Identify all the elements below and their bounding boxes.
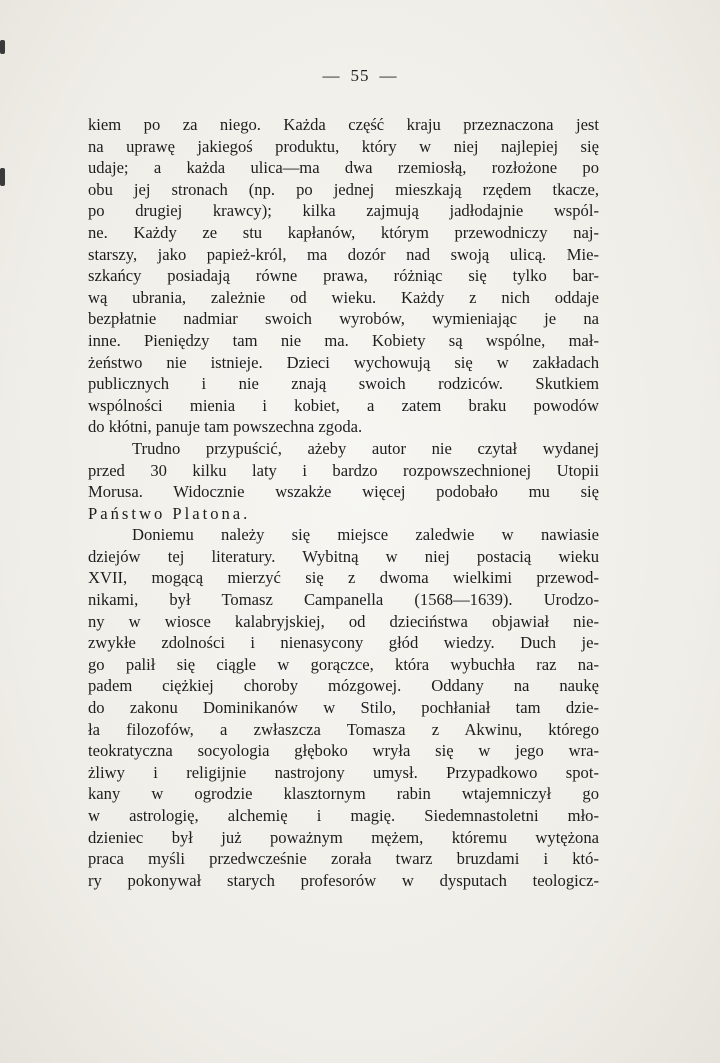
text-line: do zakonu Dominikanów w Stilo, pochłaniał tam dzie- — [88, 698, 599, 718]
text-line: ne. Każdy ze stu kapłanów, którym przewodniczy naj- — [88, 222, 599, 242]
text-line: bezpłatnie nadmiar swoich wyrobów, wymieniając je na — [88, 309, 599, 329]
text-line: ry pokonywał starych profesorów w dysputach teologicz- — [88, 870, 599, 890]
text-line: publicznych i nie znają swoich rodziców. Skutkiem — [88, 374, 599, 394]
text-line: Państwo Platona. — [88, 503, 251, 523]
text-line: praca myśli przedwcześnie zorała twarz bruzdami i któ- — [88, 849, 599, 869]
text-line: w astrologię, alchemię i magię. Siedemnastoletni mło- — [88, 806, 599, 825]
text-line: starszy, jako papież-król, ma dozór nad swoją ulicą. Mie- — [88, 244, 599, 264]
body-text — [88, 114, 599, 891]
page-edge-mark — [0, 168, 5, 186]
text-line: Morusa. Widocznie wszakże więcej podobało mu się — [88, 482, 599, 502]
text-line: ny w wiosce kalabryjskiej, od dzieciństwa objawiał nie- — [88, 611, 599, 631]
page-number-dash-left: — — [322, 66, 341, 85]
text-line: przed 30 kilku laty i bardzo rozpowszechnionej Utopii — [88, 460, 599, 480]
text-line: Trudno przypuścić, ażeby autor nie czytał wydanej — [132, 438, 599, 458]
text-line: XVII, mogącą mierzyć się z dwoma wielkimi przewod- — [88, 568, 599, 588]
text-line: dzieniec był już poważnym mężem, któremu wytężona — [88, 827, 599, 847]
text-line: po drugiej krawcy); kilka zajmują jadłodajnie wspól- — [88, 201, 599, 221]
text-line: żeństwo nie istnieje. Dzieci wychowują się w zakładach — [88, 352, 599, 372]
text-line: wą ubrania, zależnie od wieku. Każdy z nich oddaje — [88, 287, 599, 307]
text-line: udaje; a każda ulica—ma dwa rzemiosłą, rozłożone po — [88, 158, 599, 178]
text-line: go palił się ciągle w gorączce, która wybuchła raz na- — [88, 654, 599, 674]
page-edge-mark — [0, 40, 5, 54]
text-line: zwykłe zdolności i nienasycony głód wiedzy. Duch je- — [88, 633, 599, 653]
page-number: 55 — [350, 66, 370, 85]
text-line: do kłótni, panuje tam powszechna zgoda. — [88, 417, 363, 437]
page-header — [0, 66, 720, 86]
text-line: kiem po za niego. Każda część kraju przeznaczona jest — [88, 115, 599, 134]
text-line: obu jej stronach (np. po jednej mieszkają rzędem tkacze, — [88, 179, 599, 199]
text-line: ła filozofów, a zwłaszcza Tomasza z Akwinu, którego — [88, 719, 599, 739]
text-line: dziejów tej literatury. Wybitną w niej postacią wieku — [88, 546, 599, 566]
text-line: teokratyczna socyologia głęboko wryła się w jego wra- — [88, 741, 599, 761]
text-line: Doniemu należy się miejsce zaledwie w nawiasie — [132, 525, 599, 545]
text-line: szkańcy posiadają równe prawa, różniąc się tylko bar- — [88, 266, 599, 286]
page-number-dash-right: — — [379, 66, 398, 85]
text-line: wspólności mienia i kobiet, a zatem braku powodów — [88, 395, 599, 415]
text-line: inne. Pieniędzy tam nie ma. Kobiety są wspólne, mał- — [88, 330, 599, 350]
text-line: żliwy i religijnie nastrojony umysł. Przypadkowo spot- — [88, 762, 599, 782]
text-line: padem ciężkiej choroby mózgowej. Oddany na naukę — [88, 676, 599, 696]
text-line: na uprawę jakiegoś produktu, który w niej najlepiej się — [88, 136, 599, 156]
text-line: kany w ogrodzie klasztornym rabin wtajemniczył go — [88, 784, 599, 804]
text-line: nikami, był Tomasz Campanella (1568—1639). Urodzo- — [88, 590, 599, 610]
